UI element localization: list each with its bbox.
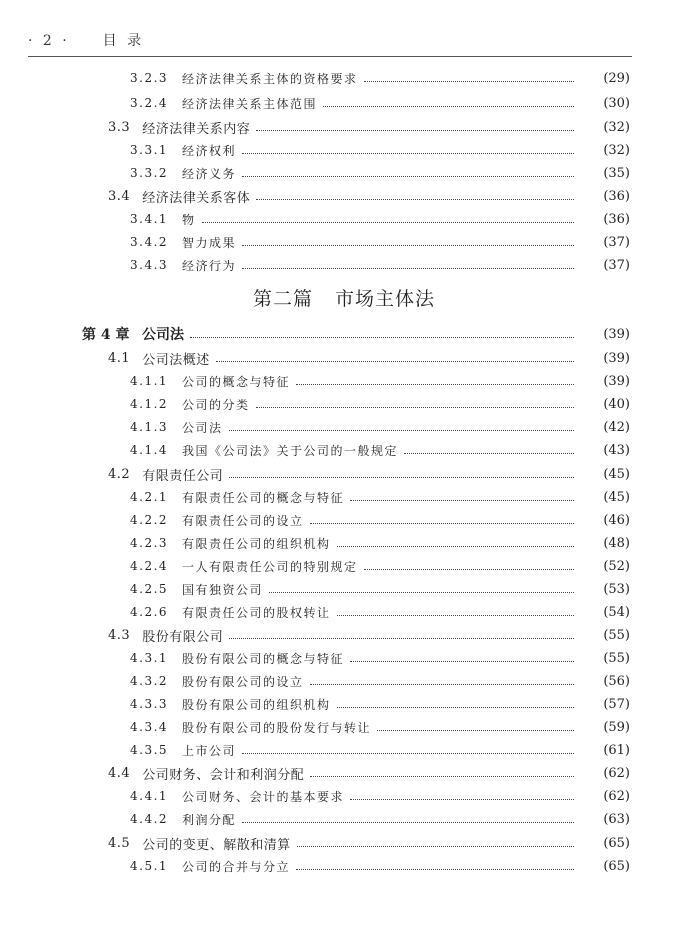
entry-number: 3.2.3 <box>130 71 169 85</box>
dot-leader <box>202 222 574 223</box>
toc-entry-3-3-1 <box>0 139 688 161</box>
part-heading <box>0 284 688 311</box>
entry-page: (36) <box>603 211 630 227</box>
entry-title: 公司法 <box>142 327 184 343</box>
header-title: 目 录 <box>102 33 145 49</box>
entry-title: 有限责任公司的组织机构 <box>182 536 331 551</box>
entry-page: (39) <box>603 350 630 366</box>
dot-leader <box>350 500 574 501</box>
entry-title: 公司的概念与特征 <box>182 374 291 389</box>
entry-title: 有限责任公司的设立 <box>182 513 304 528</box>
dot-leader <box>242 268 574 269</box>
entry-page: (65) <box>603 835 630 851</box>
toc-entry-3-3-2 <box>0 162 688 184</box>
entry-number: 4.2.1 <box>130 490 169 504</box>
entry-title: 公司财务、会计的基本要求 <box>182 789 345 804</box>
toc-entry-4-1 <box>0 347 688 369</box>
toc-entry-4-1-3 <box>0 416 688 438</box>
toc-entry-4-3-3 <box>0 693 688 715</box>
entry-title: 利润分配 <box>182 812 237 827</box>
entry-number: 4.4.2 <box>130 812 169 826</box>
toc-entry-4-3-5 <box>0 739 688 761</box>
dot-leader <box>296 384 574 385</box>
dot-leader <box>364 569 574 570</box>
entry-page: (57) <box>603 696 630 712</box>
toc-entry-4-2-3 <box>0 532 688 554</box>
dot-leader <box>404 453 574 454</box>
toc-entry-4-3-2 <box>0 670 688 692</box>
entry-number: 3.4.3 <box>130 258 169 272</box>
entry-number: 第 4 章 <box>82 327 130 343</box>
header-rule <box>28 56 632 57</box>
entry-page: (37) <box>603 257 630 273</box>
dot-leader <box>190 337 574 338</box>
entry-number: 4.3.4 <box>130 720 169 734</box>
entry-page: (52) <box>603 558 630 574</box>
entry-page: (40) <box>603 396 630 412</box>
entry-title: 公司的合并与分立 <box>182 859 291 874</box>
entry-title: 经济法律关系内容 <box>142 121 251 137</box>
toc-entry-4-2-2 <box>0 509 688 531</box>
entry-title: 股份有限公司 <box>142 629 224 645</box>
entry-page: (56) <box>603 673 630 689</box>
entry-title: 公司的分类 <box>182 397 250 412</box>
entry-number: 4.2.5 <box>130 582 169 596</box>
dot-leader <box>256 407 574 408</box>
part-name: 市场主体法 <box>335 288 436 310</box>
toc-entry-4-3-1 <box>0 647 688 669</box>
entry-title: 经济法律关系主体范围 <box>182 96 318 111</box>
toc-entry-4-4-1 <box>0 785 688 807</box>
entry-number: 4.1.4 <box>130 443 169 457</box>
dot-leader <box>364 81 574 82</box>
toc-entry-4-1-1 <box>0 370 688 392</box>
entry-number: 4.1.1 <box>130 374 169 388</box>
entry-number: 4.2.4 <box>130 559 169 573</box>
entry-page: (55) <box>603 650 630 666</box>
toc-entry-4 <box>0 323 688 345</box>
entry-page: (59) <box>603 719 630 735</box>
entry-page: (45) <box>603 466 630 482</box>
dot-leader <box>242 753 574 754</box>
dot-leader <box>310 776 574 777</box>
toc-entry-3-2-4 <box>0 92 688 114</box>
toc-entry-4-1-2 <box>0 393 688 415</box>
entry-title: 经济权利 <box>182 143 237 158</box>
entry-title: 物 <box>182 212 196 227</box>
entry-page: (43) <box>603 442 630 458</box>
entry-page: (53) <box>603 581 630 597</box>
entry-title: 经济行为 <box>182 258 237 273</box>
dot-leader <box>269 592 574 593</box>
toc-entry-3-4-3 <box>0 254 688 276</box>
entry-number: 3.4.2 <box>130 235 169 249</box>
toc-entry-4-4-2 <box>0 808 688 830</box>
toc-entry-4-4 <box>0 762 688 784</box>
dot-leader <box>229 477 574 478</box>
entry-page: (65) <box>603 858 630 874</box>
dot-leader <box>337 615 574 616</box>
entry-number: 3.4.1 <box>130 212 169 226</box>
entry-page: (42) <box>603 419 630 435</box>
entry-number: 4.2.6 <box>130 605 169 619</box>
toc-entry-4-5-1 <box>0 855 688 877</box>
dot-leader <box>216 361 574 362</box>
entry-title: 上市公司 <box>182 743 237 758</box>
dot-leader <box>256 199 574 200</box>
entry-page: (32) <box>603 119 630 135</box>
entry-page: (62) <box>603 788 630 804</box>
entry-title: 国有独资公司 <box>182 582 264 597</box>
entry-page: (30) <box>603 95 630 111</box>
entry-number: 4.3.2 <box>130 674 169 688</box>
entry-number: 3.3.2 <box>130 166 169 180</box>
entry-title: 经济法律关系客体 <box>142 190 251 206</box>
entry-title: 公司财务、会计和利润分配 <box>142 767 305 783</box>
entry-title: 股份有限公司的概念与特征 <box>182 651 345 666</box>
toc-entry-3-4-1 <box>0 208 688 230</box>
entry-title: 股份有限公司的股份发行与转让 <box>182 720 372 735</box>
entry-title: 智力成果 <box>182 235 237 250</box>
toc-entry-4-3-4 <box>0 716 688 738</box>
entry-number: 4.5 <box>108 835 131 851</box>
entry-number: 3.4 <box>108 188 131 204</box>
entry-number: 4.5.1 <box>130 859 169 873</box>
dot-leader <box>377 730 574 731</box>
dot-leader <box>242 245 574 246</box>
entry-page: (45) <box>603 489 630 505</box>
toc-entry-3-2-3 <box>0 67 688 89</box>
toc-entry-4-2-5 <box>0 578 688 600</box>
entry-title: 公司法概述 <box>142 352 210 368</box>
dot-leader <box>310 684 574 685</box>
toc-entry-4-2-4 <box>0 555 688 577</box>
entry-title: 股份有限公司的组织机构 <box>182 697 331 712</box>
entry-number: 4.2 <box>108 466 131 482</box>
dot-leader <box>242 153 574 154</box>
toc-entry-4-1-4 <box>0 439 688 461</box>
toc-entry-4-5 <box>0 832 688 854</box>
page-header <box>28 30 144 50</box>
dot-leader <box>350 661 574 662</box>
toc-entry-4-2-6 <box>0 601 688 623</box>
dot-leader <box>350 799 574 800</box>
dot-leader <box>229 638 574 639</box>
dot-leader <box>242 176 574 177</box>
entry-title: 有限责任公司的股权转让 <box>182 605 331 620</box>
entry-number: 4.3.1 <box>130 651 169 665</box>
dot-leader <box>337 546 574 547</box>
entry-page: (36) <box>603 188 630 204</box>
entry-title: 一人有限责任公司的特别规定 <box>182 559 358 574</box>
entry-number: 3.3 <box>108 119 131 135</box>
toc-entry-4-3 <box>0 624 688 646</box>
entry-page: (29) <box>603 70 630 86</box>
entry-title: 公司法 <box>182 420 223 435</box>
entry-page: (61) <box>603 742 630 758</box>
part-label: 第二篇 <box>252 288 313 310</box>
page-marker: · 2 · <box>28 33 70 49</box>
entry-number: 4.3.3 <box>130 697 169 711</box>
entry-number: 4.4.1 <box>130 789 169 803</box>
entry-number: 4.3 <box>108 627 131 643</box>
dot-leader <box>256 130 574 131</box>
dot-leader <box>323 106 574 107</box>
dot-leader <box>229 430 574 431</box>
entry-page: (62) <box>603 765 630 781</box>
dot-leader <box>297 846 574 847</box>
entry-title: 有限责任公司 <box>142 468 224 484</box>
entry-number: 4.3.5 <box>130 743 169 757</box>
dot-leader <box>296 869 574 870</box>
entry-number: 3.3.1 <box>130 143 169 157</box>
entry-title: 我国《公司法》关于公司的一般规定 <box>182 443 399 458</box>
entry-page: (55) <box>603 627 630 643</box>
entry-title: 经济义务 <box>182 166 237 181</box>
toc-entry-3-3 <box>0 116 688 138</box>
entry-page: (46) <box>603 512 630 528</box>
entry-number: 4.2.3 <box>130 536 169 550</box>
entry-page: (37) <box>603 234 630 250</box>
entry-title: 股份有限公司的设立 <box>182 674 304 689</box>
entry-page: (35) <box>603 165 630 181</box>
entry-title: 有限责任公司的概念与特征 <box>182 490 345 505</box>
dot-leader <box>310 523 574 524</box>
toc-entry-3-4 <box>0 185 688 207</box>
entry-page: (39) <box>603 373 630 389</box>
entry-title: 经济法律关系主体的资格要求 <box>182 71 358 86</box>
entry-number: 3.2.4 <box>130 96 169 110</box>
entry-page: (54) <box>603 604 630 620</box>
entry-title: 公司的变更、解散和清算 <box>142 837 291 853</box>
entry-number: 4.1.2 <box>130 397 169 411</box>
toc-entry-4-2 <box>0 463 688 485</box>
dot-leader <box>242 822 574 823</box>
entry-number: 4.2.2 <box>130 513 169 527</box>
entry-page: (39) <box>603 326 630 342</box>
dot-leader <box>337 707 574 708</box>
entry-number: 4.4 <box>108 765 131 781</box>
entry-number: 4.1 <box>108 350 131 366</box>
entry-page: (63) <box>603 811 630 827</box>
entry-page: (32) <box>603 142 630 158</box>
toc-entry-4-2-1 <box>0 486 688 508</box>
entry-number: 4.1.3 <box>130 420 169 434</box>
toc-entry-3-4-2 <box>0 231 688 253</box>
entry-page: (48) <box>603 535 630 551</box>
